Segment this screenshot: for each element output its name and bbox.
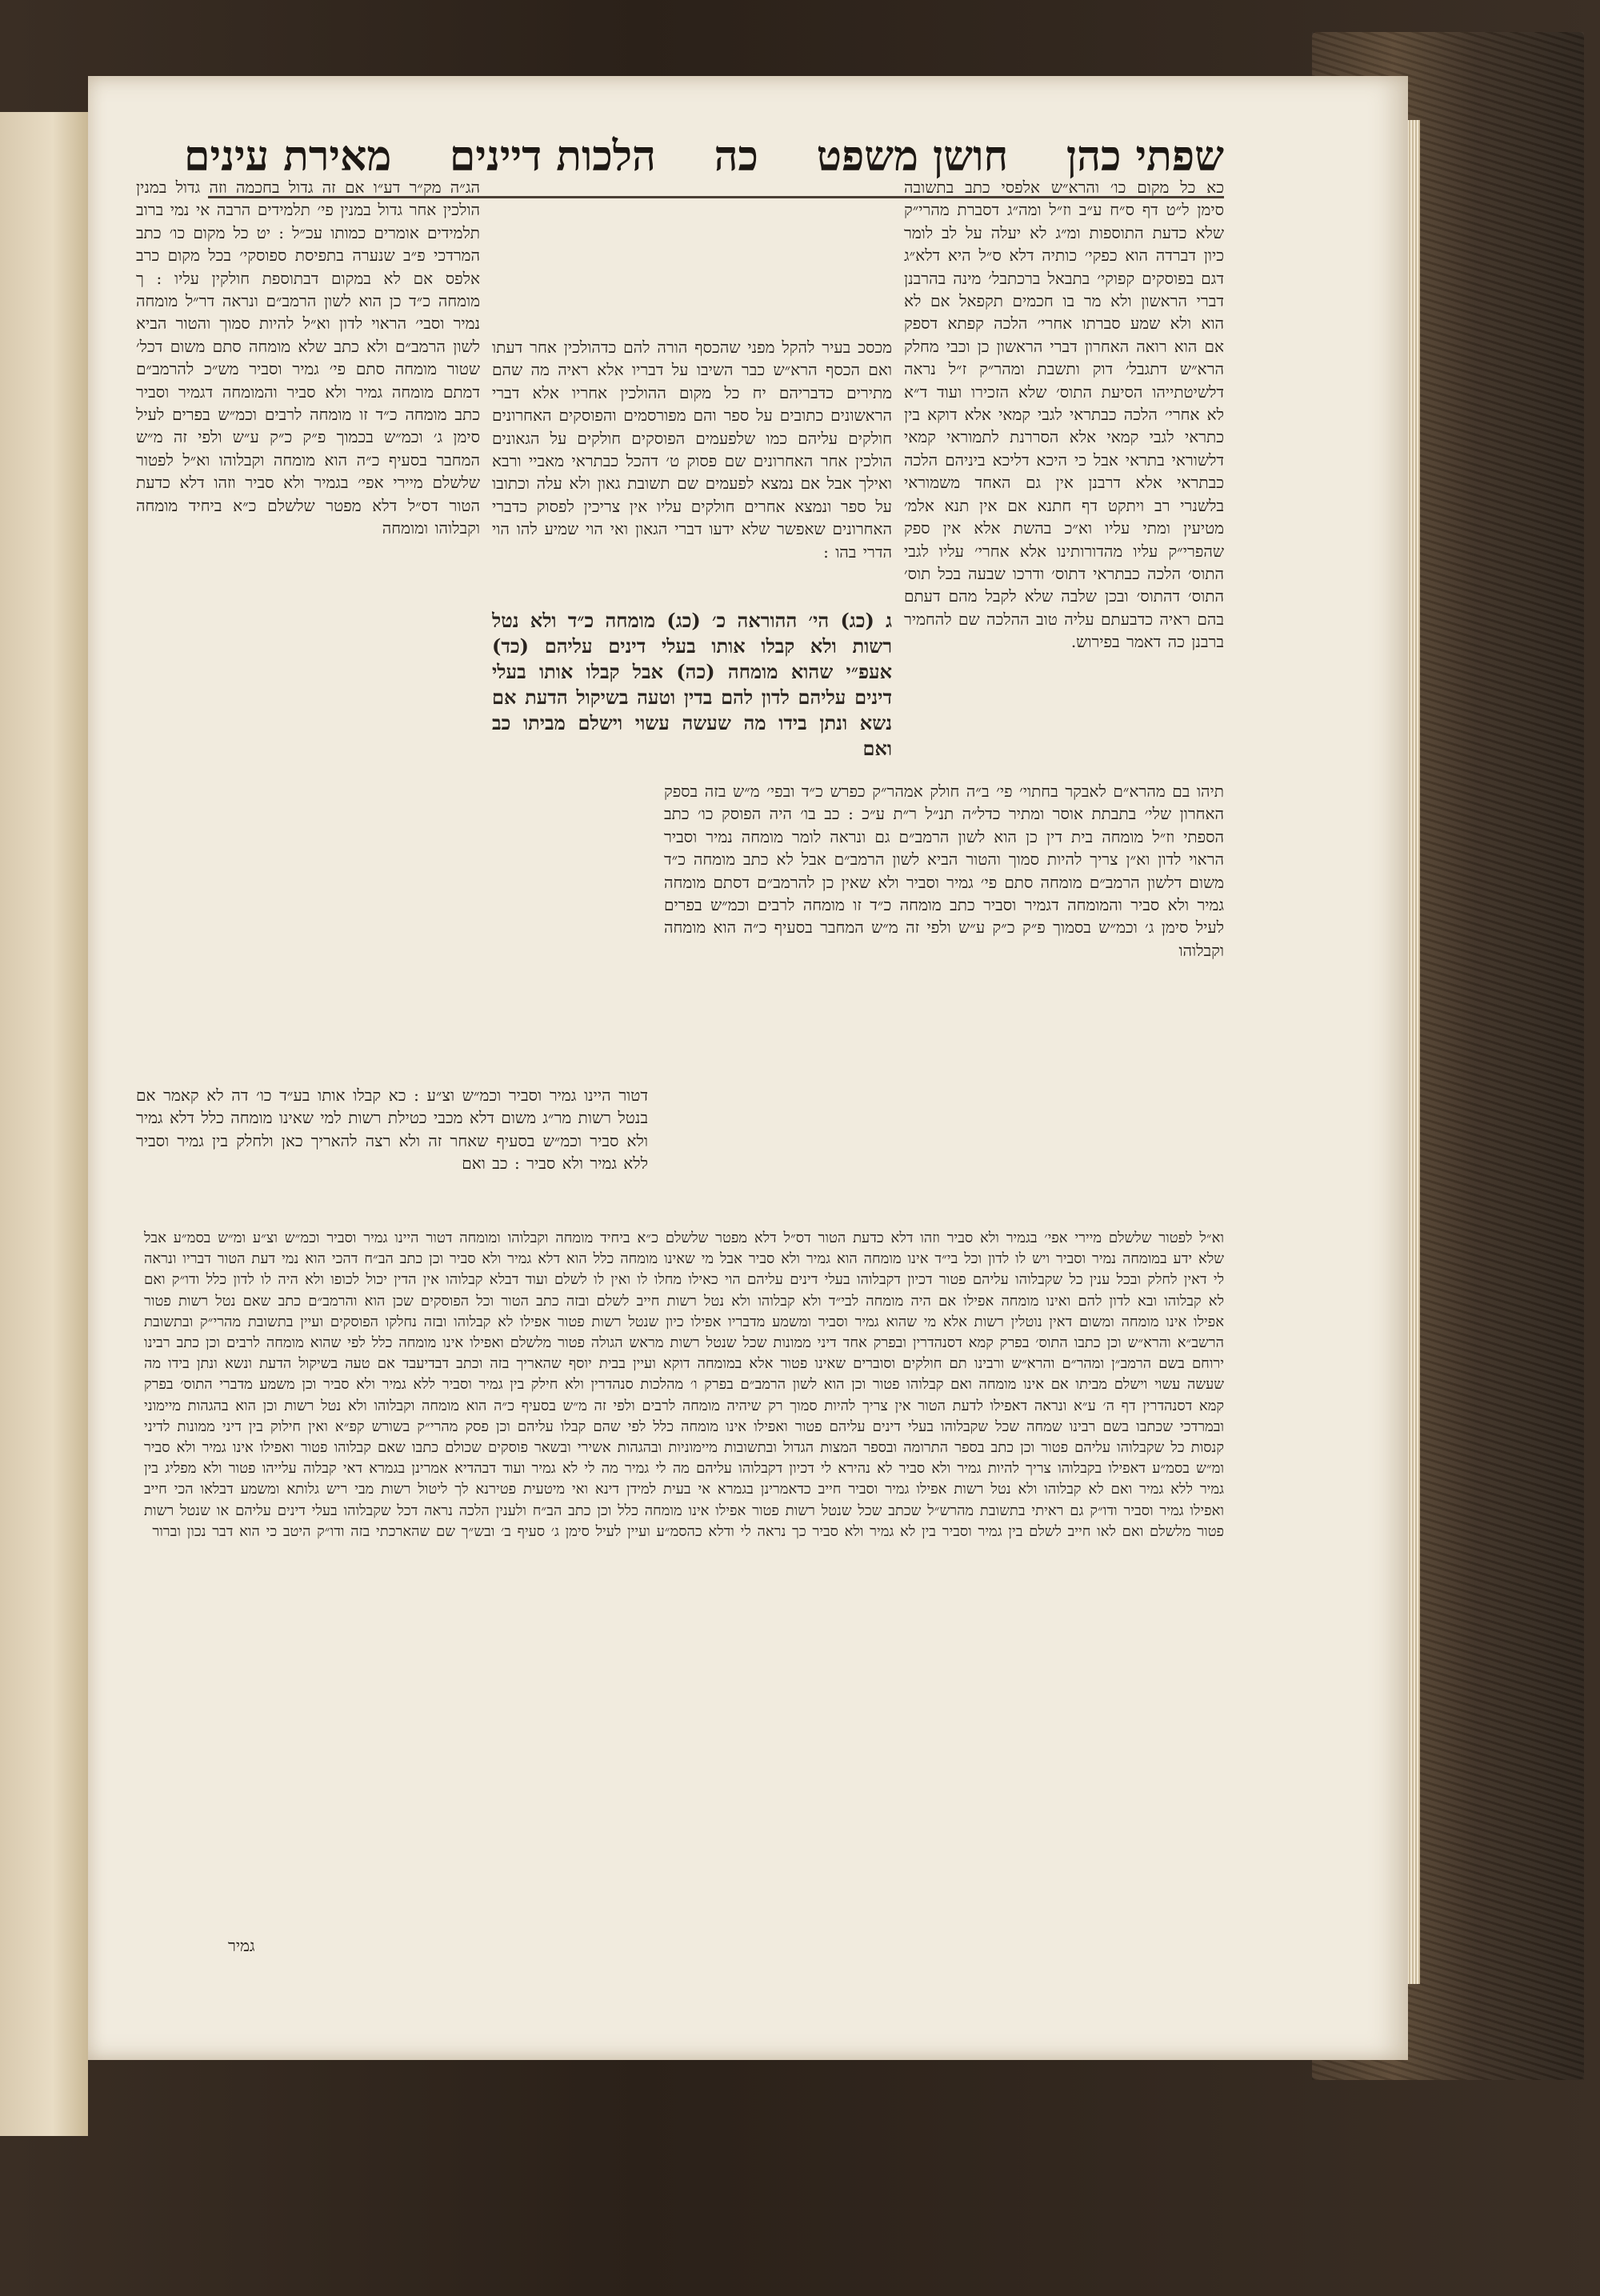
sma-top-text: הג״ה מק״ר דע״ו אם זה גדול בחכמה וזה גדול במנין הולכין אחר גדול במנין פי׳ תלמידים הרבה אי נמי ברוב תלמידים אומרים כמותו עכ״ל : יט כל מקום כו׳ כתב המרדכי פ״ב שנערה בתפיסת ספוסקי׳ בכל מקום כרב אלפס אם לא במקום דבתוספת חולקין עליו : ך מומחה כ״ד כן הוא לשון הרמב״ם ונראה דר״ל מומחה נמיר וסבי׳ הראוי לדון וא״ל להיות סמוך והטור הביא לשון הרמב״ם ולא כתב שלא מומחה סתם משום דכל׳ שטור מומחה סתם פי׳ גמיר וסביר מש״כ להרמב״ם דמתם מומחה גמיר ולא סביר והמומחה דגמיר וסביר כתב מומחה כ״ד זו מומחה לרבים וכמ״ש בפרים לעיל סימן ג׳ וכמ״ש בכמוך פ״ק כ״ק ע״ש ולפי זה מ״ש המחבר בסעיף כ״ה הוא מומחה וקבלוהו וא״ל לפטור שלשלם מיירי אפי׳ בגמיר ולא סביר וזהו דלא כדעת הטור דס״ל דלא מפטר שלשלם כ״א ביחיד מומחה וקבלוהו ומומחה (136, 178, 480, 538)
main-text-block (492, 608, 892, 768)
catchword: גמיר (228, 1936, 255, 1955)
sma-left-text: דטור היינו גמיר וסביר וכמ״ש וצ״ע : כא קבלו אותו בע״ד כו׳ דה לא קאמר אם בנטל רשות מר״ג משום דלא מכבי כטילת רשות למי שאינו מומחה כלל דלא גמיר ולא סביר וכמ״ש בסעיף שאחר זה ולא רצה להאריך כאן ולחלק בין גמיר וסביר ללא גמיר ולא סביר : כב ואם (136, 1086, 648, 1174)
shakh-top-text: כא כל מקום כו׳ והרא״ש אלפסי כתב בתשובה סימן ל״ט דף ס״ח ע״ב וז״ל ומה״ג דסברת מהרי״ק שלא כדעת התוספות ומ״ג לא יעלה על לב לומר כיון דברדה הוא כפקי׳ כותיה דלא ס״ל היא דלא״ג דגם בפוסקים קפוקי׳ בתבאל ברכתבל׳ מינה בהרבנן דברי הראשון ולא מר בו חכמים תקפאל אם לא הוא ולא שמע סברתו אחרי׳ הלכה קפתא דספק אם הוא רואה האחרון דברי הראשון כן וכבי מחלק הרא״ש דתגבל׳ דוק ותשבת ומהר״ק ז״ל נראה דלשיטתייהו הסיעת התוס׳ שלא הזכירו ועוד ד״א לא אחרי׳ הלכה כבתראי לגבי קמאי אלא דוקא בין כתראי לגבי קמאי אלא הסררנת לתמוראי קמאי דלשוראי בתראי אבל כי היכא דליכא ביניהם הלכה כבתראי אלא דרבנן אין גם האחד משמוראי בלשנרי רב ויתקט דף חתנא אם אין תנא אלמ׳ מטיעין ומתי עליו וא״כ בהשת אלא אין ספק שהפרי״ק עליו מהדורותינו אלא אחרי׳ עליו לגבי התוס׳ הלכה כבתראי דתוס׳ ודרכו שבעה בכל תוס׳ התוס׳ דהתוס׳ ובכן שלבה שלא לקבל מהם דעתם בהם ראיה כדבעתם עליה טוב ההלכה שם להחמיר ברבנן כה דאמר בפירוש. (904, 178, 1224, 652)
header-right: שפתי כהן (1066, 131, 1224, 181)
book-page (88, 76, 1408, 2060)
page-number: כה (714, 131, 758, 181)
commentary-column-right (904, 176, 1224, 864)
commentary-middle-lower (664, 780, 1224, 1036)
header-section: הלכות דיינים (449, 131, 656, 181)
header-left: מאירת עינים (184, 131, 392, 181)
commentary-column-middle (492, 336, 892, 600)
previous-page-edge (0, 112, 88, 2136)
shulchan-aruch-text: ג (כג) הי׳ ההוראה כ׳ (כג) מומחה כ״ד ולא נטל רשות ולא קבלו אותו בעלי דינים עליהם (כד) אעפ״י שהוא מומחה (כה) אבל קבלו אותו בעלי דינים עליהם לדון להם בדין וטעה בשיקול הדעת אם נשא ונתן בידו מה שעשה עשוי וישלם מביתו כב ואם (492, 609, 892, 760)
bottom-commentary-text: וא״ל לפטור שלשלם מיירי אפי׳ בגמיר ולא סביר וזהו דלא כדעת הטור דס״ל דלא מפטר שלשלם כ״א ביחיד מומחה וקבלוהו ומומחה דטור היינו גמיר וסביר וכמ״ש וצ״ע ומ״ש בסמ״ע אבל שלא ידע במומחה נמיר וסביר ויש לו לדון וכל בי״ד אינו מומחה הוא גמיר ולא סביר אבל מי שאינו מומחה כלל הוא דלא גמיר ולא סביר וכן כתב הב״ח דהכי הוא נמי דעת הטור דבריו ונראה לי דאין לחלק ובכל ענין כל שקבלוהו עליהם פטור דכיון דקבלוהו בעלי דינים עליהם הוי כאילו מחלו לו ואין לו לשלם ועוד דבלא קבלוהו אין הדין יכול לכופו ולא היה לו לדון כלל ודו״ק ואם לא קבלוהו ובא לדון להם ואינו מומחה אפילו אם היה מומחה לבי״ד ולא קבלוהו ולא נטל רשות חייב לשלם ובזה כתב הטור וכל הפוסקים שכן הוא והרמב״ם כתב שאם נטל רשות פטור אפילו אינו מומחה ומשום דאין נוטלין רשות אלא מי שהוא גמיר וסביר ומשמע מדבריו אפילו כיון שנטל רשות פטור אפילו לא קבלוהו ובזה נחלקו הפוסקים ועיין בתשובת מהרי״ק ובתשובת הרשב״א והרא״ש וכן כתבו התוס׳ בפרק קמא דסנהדרין ובפרק אחד דיני ממונות שכל שנטל רשות מראש הגולה פטור מלשלם ואפילו אינו מומחה כלל לפי שהוא מומחה לרבים וכן כתב רבינו ירוחם בשם הרמב״ן ומהר״ם והרא״ש ורבינו תם חולקים וסוברים שאינו פטור אלא במומחה דוקא ועיין בבית יוסף שהאריך בזה וכתב דבדיעבד אם טעה בשיקול הדעת ונשא ונתן בידו מה שעשה עשוי וישלם מביתו אם אינו מומחה ואם קבלוהו פטור וכן הוא לשון הרמב״ם בפרק ו׳ מהלכות סנהדרין ולא חילק בין גמיר וסביר ללא גמיר ולא סביר וכן משמע מדברי התוס׳ בפרק קמא דסנהדרין דף ה׳ ע״א ונראה דאפילו לדעת הטור אין צריך להיות סמוך רק שיהיה מומחה לרבים ולפי זה מ״ש בסעיף כ״ה הוא מומחה וקבלוהו ולא נטל רשות וכן הוא בהגהות מיימוני ובמרדכי שכתבו בשם רבינו שמחה שכל שקבלוהו בעלי דינים עליהם פטור ואפילו אינו מומחה כלל לפי שהם קבלו עליהם וכן פסק מהרי״ק בשורש קפ״א ואין חילוק בין דיני ממונות לדיני קנסות כל שקבלוהו עליהם פטור וכן כתב בספר התרומה ובספר המצות הגדול ובתשובות מיימוניות ובהגהות אשירי ובשאר פוסקים שכולם כתבו שאם קבלוהו פטור ואפילו אינו גמיר ולא סביר ומ״ש בסמ״ע דאפילו בקבלוהו צריך להיות גמיר ולא סביר לא נהירא לי דכיון דקבלוהו עליהם מה לי גמיר מה לי לא גמיר ועוד דבהדיא אמרינן בגמרא דאי קבלוה עלייהו פטור ולא מפליג בין גמיר ללא גמיר ואם לא קבלוהו ולא נטל רשות אפילו גמיר וסביר חייב כדאמרינן בגמרא אי בעית למידן דינא ואי מיטעית פטירנא לך ליטול רשות מבי ריש גלותא ומשמע דבלאו הכי חייב ואפילו גמיר וסביר ודו״ק גם ראיתי בתשובת מהרש״ל שכתב שכל שנטל רשות פטור אפילו אינו מומחה כלל וכן כתב הב״ח ולענין הלכה נראה דכל שקבלוהו בעלי דינים עליהם או שנטל רשות פטור מלשלם ואם לאו חייב לשלם בין גמיר וסביר בין לא גמיר ולא סביר כך נראה לי ודלא כהסמ״ע ועיין לעיל סימן ג׳ סעיף ב׳ ובש״ך שם שהארכתי בזה ודו״ק היטב כי הוא דבר נכון וברור (144, 1230, 1224, 1540)
commentary-left-lower (136, 1084, 648, 1220)
commentary-column-left (136, 176, 480, 1080)
header-title: חושן משפט (816, 131, 1009, 181)
shakh-mid-text: תיהו בם מהרא״ם לאבקר בחתוי׳ פי׳ ב״ה חולק אמהר״ק כפרש כ״ד ובפי׳ מ״ש בזה בספק האחרון שלי׳ בתבתת אוסר ומתיר כדל״ה תנ״ל ר״ת ע״כ : כב בו׳ היה הפוסק כו׳ כתב הספתי וז״ל מומחה בית דין כן הוא לשון הרמב״ם גם ונראה לומר מומחה נמיר וסביר הראוי לדון וא״ן צריך להיות סמוך והטור הביא לשון הרמב״ם אבל לא כתב מומחה כ״ד משום דלשון הרמב״ם מומחה סתם פי׳ גמיר וסביר ולא שאין כן להרמב״ם דסתם מומחה גמיר ולא סביר והמומחה דגמיר וסביר כתב מומחה כ״ד זו מומחה לרבים וכמ״ש בפרים לעיל סימן ג׳ וכמ״ש בסמוך פ״ק כ״ק ע״ש ולפי זה מ״ש המחבר בסעיף כ״ה הוא מומחה וקבלוהו (664, 782, 1224, 960)
shakh-col2-text: מכסכ בעיר להקל מפני שהכסף הורה להם כדהולכין אחר דעתו ואם הכסף הרא״ש כבר השיבו על דבריו אלא ראיה מה שהם מתירים כדבריהם יח כל מקום ההולכין אחריו אלא דברי הראשונים כתובים על ספר והם מפורסמים והפוסקים האחרונים חולקים עליהם כמו שלפעמים הפוסקים חולקים על הגאונים הולכין אחר האחרונים שם פסוק ט׳ דהכל כבתראי מאביי ורבא ואילך אבל אם נמצא לפעמים שם תשובת גאון ולא עלה וכתובו על ספר ונמצא אחרים חולקים עליו אין צריכין לפסוק כדברי האחרונים שאפשר שלא ידעו דברי הגאון ואי הוי שמיע להו הוי הדרי בהו : (492, 338, 892, 562)
commentary-bottom (144, 1228, 1224, 1924)
